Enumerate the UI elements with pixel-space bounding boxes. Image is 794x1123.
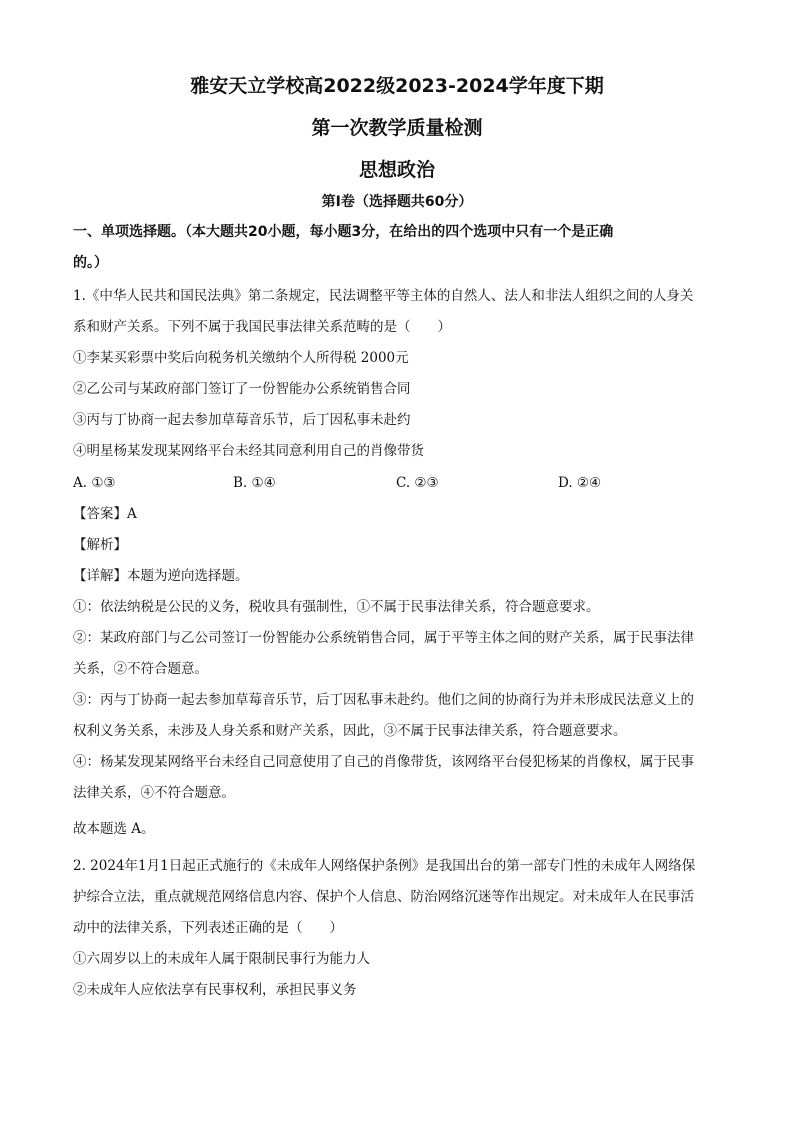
q1-item-1: ①李某买彩票中奖后向税务机关缴纳个人所得税 2000元 [73,350,409,366]
section-heading-line2: 的。） [73,255,108,271]
q1-option-c: C. ②③ [396,475,439,491]
school-title: 雅安天立学校高2022级2023-2024学年度下期 [190,75,604,97]
q1-detail: 【详解】本题为逆向选择题。 [73,568,249,584]
q1-option-a: A. ①③ [73,475,116,491]
q2-stem-line3: 动中的法律关系，下列表述正确的是（ ） [73,920,343,936]
q1-stem-line1: 1.《中华人民共和国民法典》第二条规定，民法调整平等主体的自然人、法人和非法人组织之间的人身关 [73,288,694,304]
q1-explanation-1: ①：依法纳税是公民的义务，税收具有强制性，①不属于民事法律关系，符合题意要求。 [73,599,600,615]
volume-title: 第Ⅰ卷（选择题共60分） [321,194,473,210]
q1-explanation-2-line2: 关系，②不符合题意。 [73,661,208,677]
q1-explanation-2-line1: ②：某政府部门与乙公司签订一份智能办公系统销售合同，属于平等主体之间的财产关系，属于民事法律 [73,630,694,646]
exam-title: 第一次教学质量检测 [311,117,483,139]
q1-item-4: ④明星杨某发现某网络平台未经其同意利用自己的肖像带货 [73,443,424,459]
q1-option-d: D. ②④ [558,475,602,491]
q2-item-1: ①六周岁以上的未成年人属于限制民事行为能力人 [73,951,370,967]
q1-answer: 【答案】A [73,506,137,522]
q1-item-2: ②乙公司与某政府部门签订了一份智能办公系统销售合同 [73,381,411,397]
q1-conclusion: 故本题选 A。 [73,821,155,837]
q1-stem-line2: 系和财产关系。下列不属于我国民事法律关系范畴的是（ ） [73,319,451,335]
q1-option-b: B. ①④ [233,475,276,491]
q1-explanation-3-line2: 权利义务关系，未涉及人身关系和财产关系，因此，③不属于民事法律关系，符合题意要求。 [73,723,627,739]
section-heading-line1: 一、单项选择题。（本大题共20小题，每小题3分，在给出的四个选项中只有一个是正确 [73,224,614,240]
q1-item-3: ③丙与丁协商一起去参加草莓音乐节，后丁因私事未赴约 [73,412,411,428]
q1-explanation-3-line1: ③：丙与丁协商一起去参加草莓音乐节，后丁因私事未赴约。他们之间的协商行为并未形成民法意义上的 [73,692,694,708]
q1-explanation-4-line2: 法律关系，④不符合题意。 [73,785,235,801]
q2-stem-line2: 护综合立法，重点就规范网络信息内容、保护个人信息、防治网络沉迷等作出规定。对未成年人在民事活 [73,889,694,905]
q1-explanation-4-line1: ④：杨某发现某网络平台未经自己同意使用了自己的肖像带货，该网络平台侵犯杨某的肖像权，属于民事 [73,754,694,770]
subject-title: 思想政治 [358,159,435,181]
q1-analysis-label: 【解析】 [73,537,127,553]
q2-stem-line1: 2. 2024年1月1日起正式施行的《未成年人网络保护条例》是我国出台的第一部专门性的未成年人网络保 [73,858,696,874]
q2-item-2: ②未成年人应依法享有民事权利，承担民事义务 [73,982,357,998]
